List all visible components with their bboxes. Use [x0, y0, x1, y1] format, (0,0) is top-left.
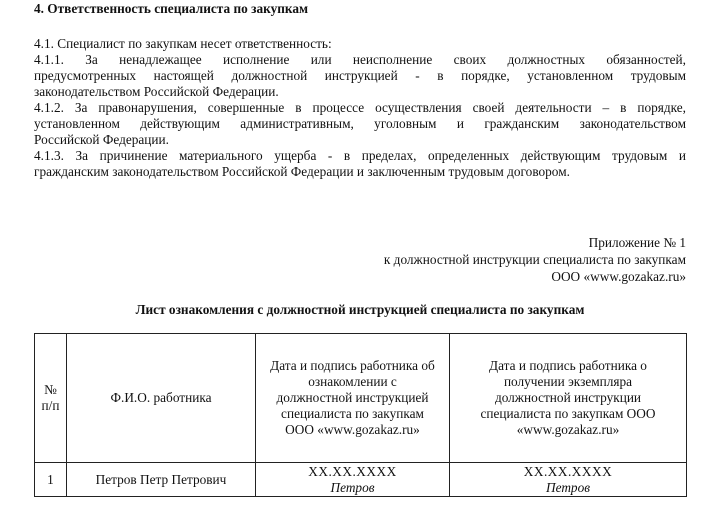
clause-line: предусмотренных настоящей должностной инструкцией - в порядке, установленном трудовым	[34, 68, 686, 83]
acknowledgement-signature: Петров	[330, 480, 375, 495]
clause-line: 4.1.1. За ненадлежащее исполнение или неисполнение своих должностных обязанностей,	[34, 52, 686, 67]
clause-line: гражданским законодательством Российской Федерации и заключенным трудовым договором.	[34, 164, 570, 179]
clause-4-1-2	[34, 100, 686, 148]
row-number: 1	[35, 463, 67, 497]
header-date-acknowledgement: Дата и подпись работника об ознакомлении с должностной инструкцией специалиста по закупкам ООО «www.gozakaz.ru»	[256, 334, 450, 463]
clause-line: Российской Федерации.	[34, 132, 169, 147]
section-title: 4. Ответственность специалиста по закупкам	[34, 1, 309, 16]
clause-4-1-1	[34, 52, 686, 100]
header-number: № п/п	[35, 334, 67, 463]
acknowledgement-table	[34, 333, 687, 497]
acknowledgement-sheet-title: Лист ознакомления с должностной инструкцией специалиста по закупкам	[135, 302, 585, 317]
clause-line: 4.1.3. За причинение материального ущерба - в пределах, определенных действующим трудовым и	[34, 148, 686, 163]
acknowledgement-date: XX.XX.XXXX	[308, 464, 397, 479]
clause-line: установленном действующим административным, уголовным и гражданским законодательством	[34, 116, 686, 131]
table-row	[35, 463, 687, 497]
appendix-company: ООО «www.gozakaz.ru»	[551, 269, 686, 284]
row-copy-received-cell	[450, 463, 687, 497]
clause-4-1-3	[34, 148, 686, 180]
table-header-row	[35, 334, 687, 463]
appendix-block	[384, 234, 686, 285]
section-intro: 4.1. Специалист по закупкам несет ответственность:	[34, 36, 332, 51]
appendix-subtitle: к должностной инструкции специалиста по закупкам	[383, 252, 686, 267]
clause-line: законодательством Российской Федерации.	[34, 84, 279, 99]
clause-line: 4.1.2. За правонарушения, совершенные в процессе осуществления своей деятельности – в порядке,	[34, 100, 686, 115]
appendix-title: Приложение № 1	[588, 235, 686, 250]
row-acknowledgement-cell	[256, 463, 450, 497]
copy-received-signature: Петров	[545, 480, 590, 495]
copy-received-date: XX.XX.XXXX	[523, 464, 613, 479]
document-page	[34, 0, 686, 180]
header-name: Ф.И.О. работника	[67, 334, 256, 463]
row-employee-name: Петров Петр Петрович	[67, 463, 256, 497]
header-date-copy-received: Дата и подпись работника о получении экземпляра должностной инструкции специалиста по закупкам ООО «www.gozakaz.ru»	[450, 334, 687, 463]
